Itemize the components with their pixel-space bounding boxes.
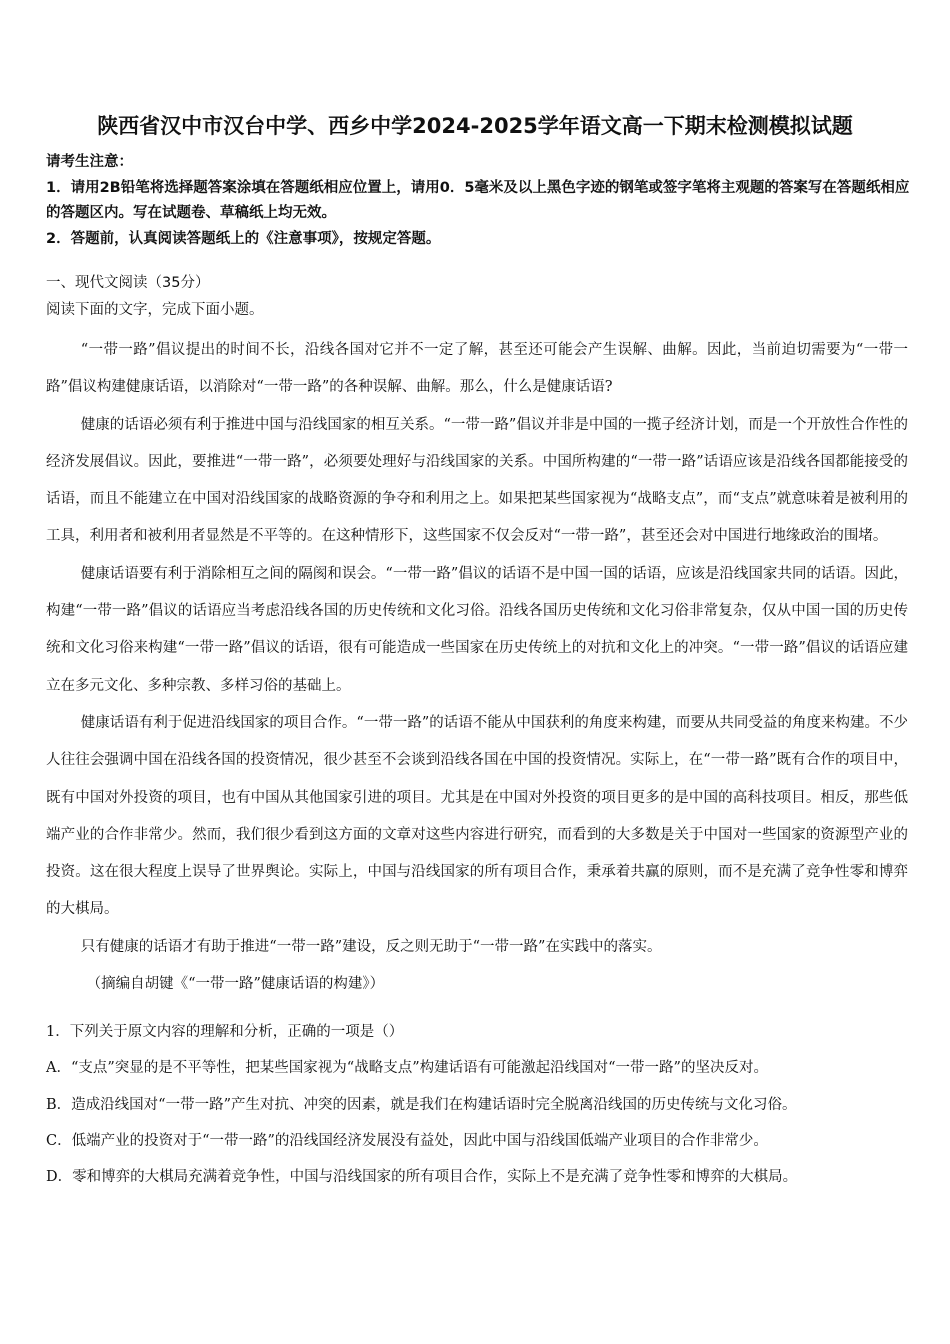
notice-heading: 请考生注意： [46, 154, 133, 170]
exam-title: 陕西省汉中市汉台中学、西乡中学2024-2025学年语文高一下期末检测模拟试题 [97, 114, 853, 138]
passage-paragraph-2: 健康的话语必须有利于推进中国与沿线国家的相互关系。“一带一路”倡议并非是中国的一揽子经济计划，而是一个开放性合作性的经济发展倡议。因此，要推进“一带一路”，必须要处理好与沿线国家的关系。中国所构建的“一带一路”话语应该是沿线各国都能接受的话语，而且不能建立在中国对沿线国家的战略资源的争夺和利用之上。如果把某些国家视为“战略支点”，而“支点”就意味着是被利用的工具，利用者和被利用者显然是不平等的。在这种情形下，这些国家不仅会反对“一带一路”，甚至还会对中国进行地缘政治的围堵。 [46, 416, 908, 545]
question-1-option-b: B．造成沿线国对“一带一路”产生对抗、冲突的因素，就是我们在构建话语时完全脱离沿线国的历史传统与文化习俗。 [46, 1097, 797, 1113]
question-1-option-d: D．零和博弈的大棋局充满着竞争性，中国与沿线国家的所有项目合作，实际上不是充满了竞争性零和博弈的大棋局。 [46, 1169, 798, 1185]
passage-paragraph-4: 健康话语有利于促进沿线国家的项目合作。“一带一路”的话语不能从中国获利的角度来构建，而要从共同受益的角度来构建。不少人往往会强调中国在沿线各国的投资情况，很少甚至不会谈到沿线各国在中国的投资情况。实际上，在“一带一路”既有合作的项目中，既有中国对外投资的项目，也有中国从其他国家引进的项目。尤其是在中国对外投资的项目更多的是中国的高科技项目。相反，那些低端产业的合作非常少。然而，我们很少看到这方面的文章对这些内容进行研究，而看到的大多数是关于中国对一些国家的资源型产业的投资。这在很大程度上误导了世界舆论。实际上，中国与沿线国家的所有项目合作，秉承着共赢的原则，而不是充满了竞争性零和博弈的大棋局。 [46, 714, 908, 918]
question-1-option-c: C．低端产业的投资对于“一带一路”的沿线国经济发展没有益处，因此中国与沿线国低端产业项目的合作非常少。 [46, 1133, 768, 1149]
section-heading: 一、现代文阅读（35分） [46, 275, 210, 291]
question-1-option-a: A．“支点”突显的是不平等性，把某些国家视为“战略支点”构建话语有可能激起沿线国对“一带一路”的坚决反对。 [46, 1060, 768, 1076]
passage-source: （摘编自胡键《“一带一路”健康话语的构建》） [86, 976, 385, 993]
passage-paragraph-1: “一带一路”倡议提出的时间不长，沿线各国对它并不一定了解，甚至还可能会产生误解、曲解。因此，当前迫切需要为“一带一路”倡议构建健康话语，以消除对“一带一路”的各种误解、曲解。那么，什么是健康话语? [46, 342, 908, 396]
passage-paragraph-3: 健康话语要有利于消除相互之间的隔阂和误会。“一带一路”倡议的话语不是中国一国的话语，应该是沿线国家共同的话语。因此，构建“一带一路”倡议的话语应当考虑沿线各国的历史传统和文化习俗。沿线各国历史传统和文化习俗非常复杂，仅从中国一国的历史传统和文化习俗来构建“一带一路”倡议的话语，很有可能造成一些国家在历史传统上的对抗和文化上的冲突。“一带一路”倡议的话语应建立在多元文化、多种宗教、多样习俗的基础上。 [46, 565, 908, 694]
passage-paragraph-5: 只有健康的话语才有助于推进“一带一路”建设，反之则无助于“一带一路”在实践中的落实。 [80, 938, 662, 955]
candidate-notice [46, 150, 916, 252]
notice-item-1: 1．请用2B铅笔将选择题答案涂填在答题纸相应位置上，请用0．5毫米及以上黑色字迹的钢笔或签字笔将主观题的答案写在答题纸相应的答题区内。写在试题卷、草稿纸上均无效。 [46, 179, 910, 221]
reading-instruction: 阅读下面的文字，完成下面小题。 [46, 302, 264, 318]
question-1-stem: 1．下列关于原文内容的理解和分析，正确的一项是（） [46, 1024, 404, 1040]
question-1 [46, 1014, 918, 1195]
notice-item-2: 2．答题前，认真阅读答题纸上的《注意事项》，按规定答题。 [46, 230, 441, 247]
reading-passage [46, 332, 908, 1003]
